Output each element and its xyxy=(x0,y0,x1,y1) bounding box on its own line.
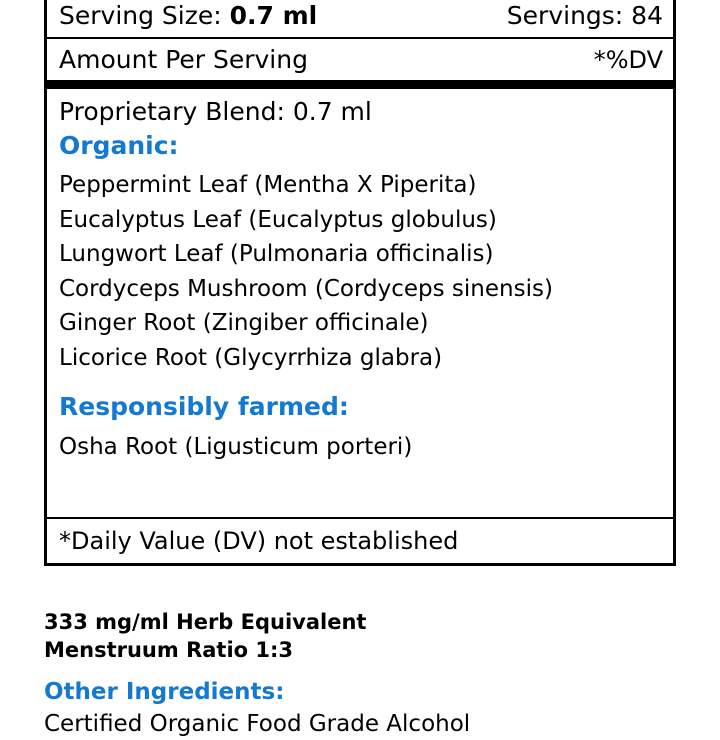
amount-per-serving-label: Amount Per Serving xyxy=(59,44,308,74)
daily-value-note: *Daily Value (DV) not established xyxy=(59,526,459,555)
group-heading-responsibly-farmed: Responsibly farmed: xyxy=(59,392,349,422)
ingredient-item: Lungwort Leaf (Pulmonaria officinalis) xyxy=(59,241,494,268)
herb-equivalent: 333 mg/ml Herb Equivalent xyxy=(44,610,367,634)
supplement-facts-box xyxy=(44,0,676,566)
ingredients-block xyxy=(47,89,673,519)
serving-size-value: 0.7 ml xyxy=(229,1,318,30)
ingredient-item: Ginger Root (Zingiber officinale) xyxy=(59,310,429,337)
serving-size-label: Serving Size: xyxy=(59,1,222,30)
ingredient-item: Cordyceps Mushroom (Cordyceps sinensis) xyxy=(59,275,553,302)
other-ingredients-heading: Other Ingredients: xyxy=(44,678,285,705)
other-ingredients-text: Certified Organic Food Grade Alcohol xyxy=(44,710,471,737)
servings-count: Servings: 84 xyxy=(506,1,663,30)
serving-size xyxy=(59,2,317,31)
proprietary-blend-line: Proprietary Blend: 0.7 ml xyxy=(59,96,372,126)
ingredient-item: Peppermint Leaf (Mentha X Piperita) xyxy=(59,172,477,199)
ingredient-item: Osha Root (Ligusticum porteri) xyxy=(59,433,413,460)
menstruum-ratio: Menstruum Ratio 1:3 xyxy=(44,638,294,663)
ingredient-item: Licorice Root (Glycyrrhiza glabra) xyxy=(59,344,443,371)
ingredient-item: Eucalyptus Leaf (Eucalyptus globulus) xyxy=(59,206,497,233)
group-heading-organic: Organic: xyxy=(59,130,179,160)
daily-value-header: *%DV xyxy=(593,45,663,74)
serving-size-row xyxy=(47,0,673,39)
amount-per-serving-row xyxy=(47,39,673,89)
